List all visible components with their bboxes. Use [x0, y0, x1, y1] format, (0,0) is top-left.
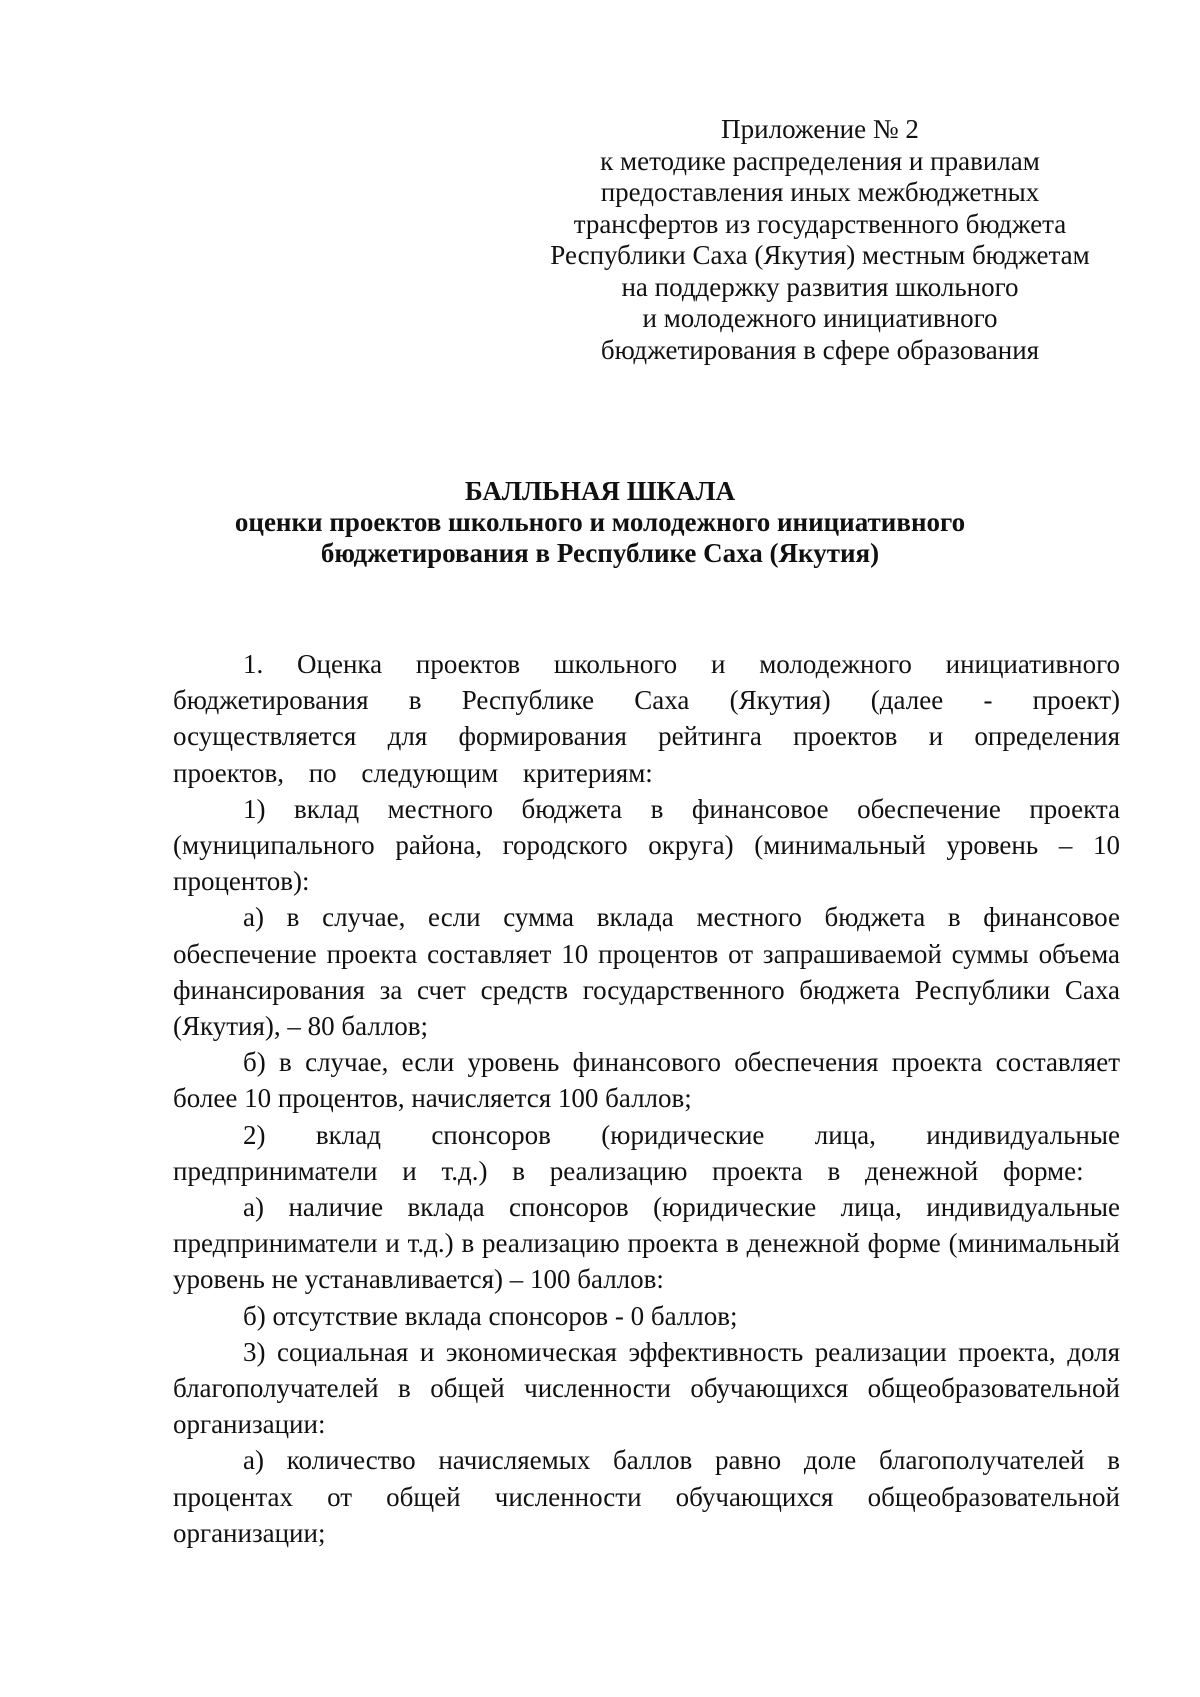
annex-line: Приложение № 2 — [721, 114, 919, 144]
paragraph-criterion-2: 2) вклад спонсоров (юридические лица, индивидуальные предприниматели и т.д.) в реализацию проекта в денежной форме: — [173, 1119, 1120, 1186]
title-line: оценки проектов школьного и молодежного инициативного — [234, 507, 966, 537]
document-title — [160, 476, 1040, 569]
paragraph-criterion-1a: а) в случае, если сумма вклада местного бюджета в финансовое обеспечение проекта составляет 10 процентов от запрашиваемой суммы объема финансирования за счет средств государственного бюджета Республики Саха (Якутия), – 80 баллов; — [173, 902, 1120, 1042]
annex-header — [520, 114, 1120, 366]
annex-line: Республики Саха (Якутия) местным бюджетам — [550, 240, 1090, 270]
title-line: бюджетирования в Республике Саха (Якутия) — [320, 538, 880, 568]
paragraph-criterion-2a: а) наличие вклада спонсоров (юридические лица, индивидуальные предприниматели и т.д.) в реализацию проекта в денежной форме (минимальный уровень не устанавливается) – 100 баллов: — [173, 1192, 1120, 1295]
annex-line: трансфертов из государственного бюджета — [573, 208, 1067, 239]
paragraph-1: 1. Оценка проектов школьного и молодежного инициативного бюджетирования в Республике Саха (Якутия) (далее - проект) осуществляется для формирования рейтинга проектов и определения проектов, по следующим критериям: — [173, 649, 1120, 788]
annex-line: и молодежного инициативного — [642, 303, 998, 333]
paragraph-criterion-3: 3) социальная и экономическая эффективность реализации проекта, доля благополучателей в общей численности обучающихся общеобразовательной организации: — [173, 1336, 1120, 1440]
paragraph-criterion-1: 1) вклад местного бюджета в финансовое обеспечение проекта (муниципального района, городского округа) (минимальный уровень – 10 процентов): — [173, 793, 1120, 897]
paragraph-criterion-1b: б) в случае, если уровень финансового обеспечения проекта составляет более 10 процентов, начисляется 100 баллов; — [173, 1047, 1120, 1114]
paragraph-criterion-2b: б) отсутствие вклада спонсоров - 0 баллов; — [243, 1300, 738, 1331]
annex-line: к методике распределения и правилам — [600, 145, 1040, 176]
annex-line: предоставления иных межбюджетных — [600, 177, 1040, 207]
paragraph-criterion-3a: а) количество начисляемых баллов равно доле благополучателей в процентах от общей численности обучающихся общеобразовательной организации; — [173, 1445, 1120, 1548]
annex-line: на поддержку развития школьного — [621, 271, 1019, 302]
title-line: БАЛЛЬНАЯ ШКАЛА — [464, 476, 736, 506]
annex-line: бюджетирования в сфере образования — [600, 334, 1040, 365]
document-body — [173, 646, 1120, 1551]
